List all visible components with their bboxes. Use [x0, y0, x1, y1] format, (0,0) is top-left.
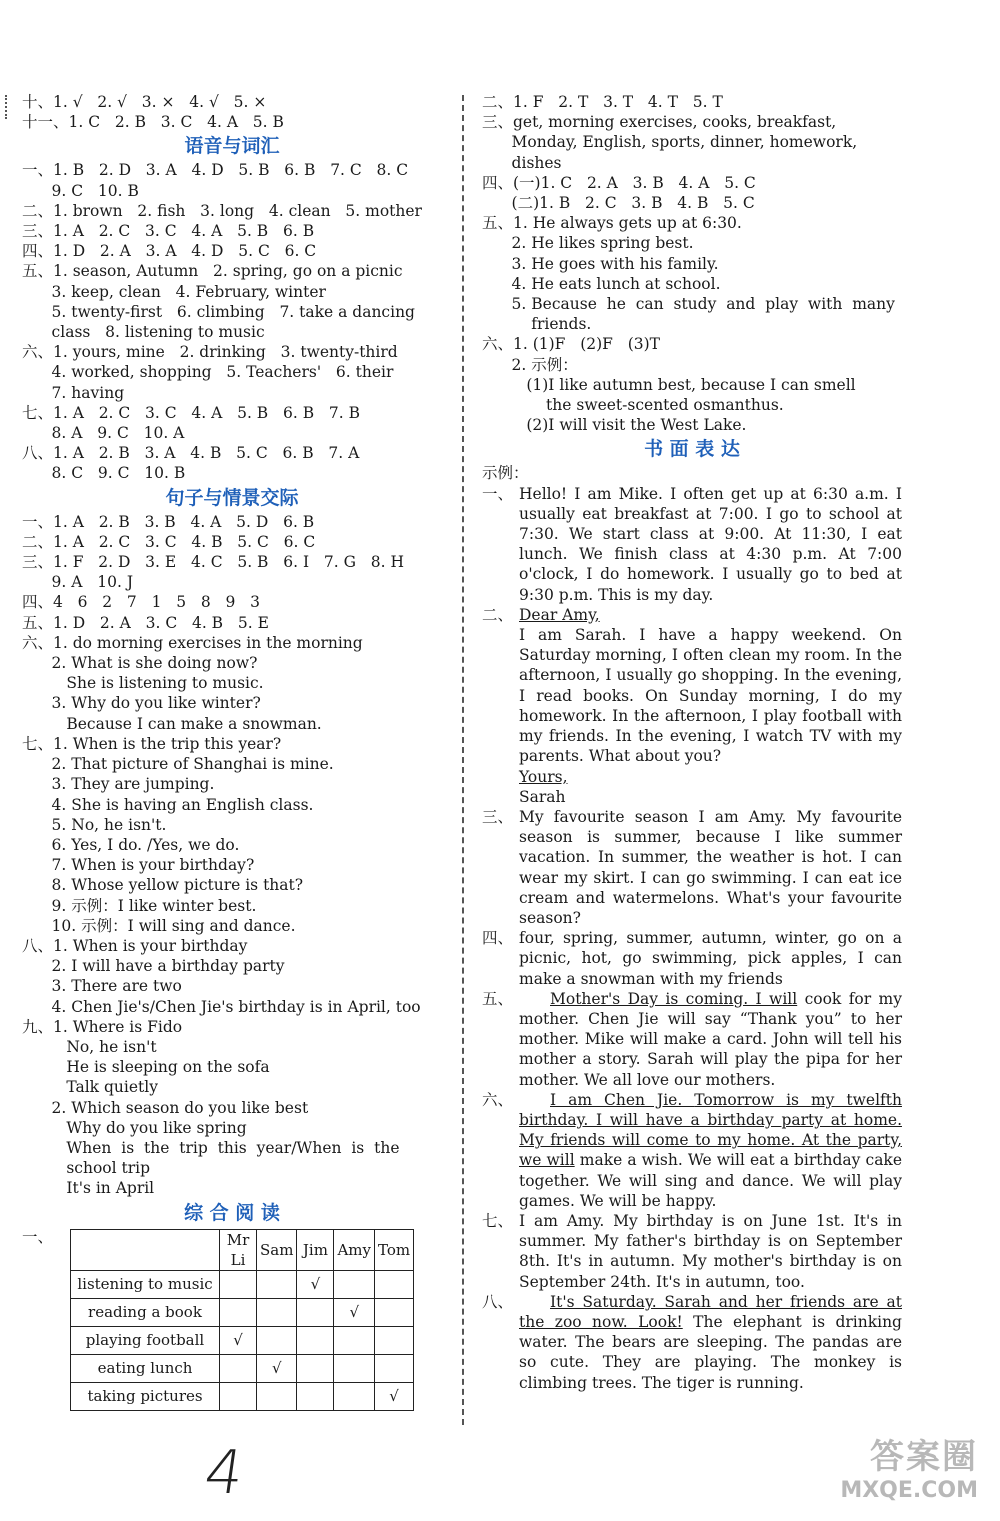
writing-text: cook for my mother. Chen Jie will say “Thank you” to her mother. Mike will make a card. John will tell his mother a story. Sarah will play the pipa for her mother. We all love our mothers. [519, 989, 903, 1089]
answer-line: 七、1. A 2. C 3. C 4. A 5. B 6. B 7. B [22, 403, 360, 422]
table-header-cell: Sam [257, 1229, 297, 1270]
answer-line: the sweet-scented osmanthus. [482, 396, 784, 415]
answer-line: 2. That picture of Shanghai is mine. [22, 755, 334, 774]
table-cell [374, 1354, 413, 1382]
question-number: 四、 [482, 929, 514, 948]
table-cell [257, 1326, 297, 1354]
writing-text: The elephant is drinking water. The bears are sleeping. The pandas are so cute. They are playing. The monkey is climbing trees. The tiger is running. [519, 1312, 902, 1392]
answer-line: 8. A 9. C 10. A [22, 424, 185, 443]
writing-text: four, spring, summer, autumn, winter, go on a picnic, hot, go swimming, pick apples, I can make a snowman with my friends [519, 929, 902, 988]
left-top-answers [22, 92, 442, 132]
essay-title: My favourite season [519, 807, 689, 826]
writing-text: make a wish. We will eat a birthday cake together. We will sing and dance. We will play games. We will be happy. [519, 1151, 902, 1210]
answer-line: friends. [482, 315, 592, 334]
table-cell: √ [374, 1382, 413, 1410]
answer-line: 二、1. brown 2. fish 3. long 4. clean 5. mother [22, 201, 422, 220]
answer-line: 二、1. F 2. T 3. T 4. T 5. T [482, 93, 723, 111]
table-row [71, 1354, 414, 1382]
answer-line: 十一、1. C 2. B 3. C 4. A 5. B [22, 113, 284, 132]
column-divider [462, 95, 464, 1425]
answer-line: 5. No, he isn't. [22, 815, 167, 834]
question-number: 八、 [482, 1292, 514, 1311]
answer-line: He is sleeping on the sofa [22, 1058, 270, 1077]
answer-line: 三、1. F 2. D 3. E 4. C 5. B 6. I 7. G 8. H [22, 553, 404, 572]
answer-line: 四、4 6 2 7 1 5 8 9 3 [22, 593, 261, 612]
table-cell [220, 1298, 257, 1326]
table-cell: √ [334, 1298, 375, 1326]
answer-line: 2. I will have a birthday party [22, 957, 285, 976]
section-heading-reading: 综 合 阅 读 [184, 1201, 280, 1224]
table-cell [374, 1270, 413, 1298]
table-cell [334, 1354, 375, 1382]
answer-line: 7. having [22, 383, 125, 402]
answer-line: 2. He likes spring best. [482, 234, 694, 253]
answer-line: 3. He goes with his family. [482, 254, 719, 273]
question-number: 一、 [482, 484, 514, 503]
answer-line: 三、get, morning exercises, cooks, breakfast, [482, 113, 837, 132]
table-cell [220, 1382, 257, 1410]
answer-line: 八、1. When is your birthday [22, 936, 248, 955]
table-header-cell [71, 1229, 220, 1270]
table-cell [257, 1382, 297, 1410]
answer-line: school trip [22, 1159, 151, 1178]
answer-line: 6. Yes, I do. /Yes, we do. [22, 835, 240, 854]
writing-text: Hello! I am Mike. I often get up at 6:30 a.m. I usually eat breakfast at 7:00. I go to school at 7:30. We start class at 9:00. At 11:30, I eat lunch. We finish class at 4:30 p.m. At 7:00 o'clock, I do homework. I usually go to bed at 9:30 p.m. This is my day. [519, 484, 902, 604]
answer-line: 2. 示例： [482, 355, 578, 374]
watermark-url: MXQE.COM [840, 1478, 978, 1503]
answer-line: 一、1. A 2. B 3. B 4. A 5. D 6. B [22, 512, 315, 531]
answer-line: 二、1. A 2. C 3. C 4. B 5. C 6. C [22, 532, 316, 551]
underlined-text: It's Saturday. Sarah and her friends are at the zoo now. Look! [519, 1292, 902, 1331]
answer-line: 3. Why do you like winter? [22, 694, 261, 713]
writing-answer-1 [482, 484, 902, 605]
table-cell [257, 1298, 297, 1326]
table-header-cell: Mr Li [220, 1229, 257, 1270]
answer-line: 5. twenty-first 6. climbing 7. take a dancing [22, 302, 415, 321]
underlined-text: I am Chen Jie. [550, 1090, 695, 1109]
answer-line: class 8. listening to music [22, 323, 265, 342]
answer-line: 六、1. yours, mine 2. drinking 3. twenty-third [22, 343, 398, 362]
answer-line: 4. He eats lunch at school. [482, 274, 721, 293]
answer-line: 5. Because he can study and play with many [482, 295, 895, 314]
table-cell [374, 1326, 413, 1354]
watermark-text: 答案圈 [870, 1437, 978, 1477]
table-header-cell: Tom [374, 1229, 413, 1270]
table-cell [297, 1354, 334, 1382]
answer-line: 五、1. D 2. A 3. C 4. B 5. E [22, 613, 269, 632]
answer-line: (1)I like autumn best, because I can smell [482, 375, 856, 394]
answer-line: (2)I will visit the West Lake. [482, 416, 747, 435]
table-cell: reading a book [71, 1298, 220, 1326]
answer-line: 九、1. Where is Fido [22, 1017, 183, 1036]
table-row [71, 1298, 414, 1326]
section-heading-phonics: 语音与词汇 [184, 135, 280, 158]
table-cell: √ [220, 1326, 257, 1354]
letter-greeting: Dear Amy, [519, 605, 600, 624]
answer-line: 3. keep, clean 4. February, winter [22, 282, 326, 301]
answer-line: No, he isn't [22, 1037, 157, 1056]
table-row [71, 1382, 414, 1410]
section-heading-writing: 书 面 表 达 [644, 438, 740, 461]
table-cell: listening to music [71, 1270, 220, 1298]
answer-line: Monday, English, sports, dinner, homework, [482, 133, 858, 152]
table-cell: √ [257, 1354, 297, 1382]
writing-answer-3 [482, 807, 902, 928]
watermark-logo [840, 1429, 978, 1503]
table-row [71, 1326, 414, 1354]
underlined-text: Tomorrow is my twelfth birthday. I will have a birthday party at home. My friends will come to my home. At the party, we will [519, 1090, 902, 1170]
answer-line: When is the trip this year/When is the [22, 1138, 400, 1157]
underlined-text: Mother's Day is coming. I will [550, 989, 798, 1008]
answer-line: 三、1. A 2. C 3. C 4. A 5. B 6. B [22, 222, 315, 241]
table-cell [297, 1382, 334, 1410]
answer-line: Why do you like spring [22, 1118, 247, 1137]
table-cell [220, 1270, 257, 1298]
answer-line: 10. 示例：I will sing and dance. [22, 916, 296, 935]
answer-line: 四、(一)1. C 2. A 3. B 4. A 5. C [482, 173, 756, 192]
answer-line: 9. A 10. J [22, 573, 134, 592]
answer-line: (二)1. B 2. C 3. B 4. B 5. C [482, 194, 755, 213]
answer-line: 3. There are two [22, 977, 182, 996]
table-cell [257, 1270, 297, 1298]
answer-line: 4. She is having an English class. [22, 795, 314, 814]
table-header-cell: Amy [334, 1229, 375, 1270]
writing-text: I am Amy. My birthday is on June 1st. It's in summer. My father's birthday is on September 8th. It's in autumn. My mother's birthday is on September 24th. It's in autumn, too. [519, 1211, 902, 1291]
table-cell [297, 1298, 334, 1326]
question-number: 六、 [482, 1090, 514, 1109]
answer-line: 七、1. When is the trip this year? [22, 734, 282, 753]
writing-answer-5 [482, 989, 902, 1090]
answer-line: 8. Whose yellow picture is that? [22, 876, 304, 895]
answer-line: 4. Chen Jie's/Chen Jie's birthday is in April, too [22, 997, 421, 1016]
answer-line: She is listening to music. [22, 674, 264, 693]
table-cell [334, 1382, 375, 1410]
table-cell [334, 1270, 375, 1298]
answer-line: dishes [482, 153, 562, 172]
sentence-answers [22, 512, 442, 1199]
table-cell: √ [297, 1270, 334, 1298]
answer-line: 9. C 10. B [22, 181, 139, 200]
table-cell: playing football [71, 1326, 220, 1354]
question-number: 三、 [482, 807, 514, 826]
answer-line: 十、1. √ 2. √ 3. × 4. √ 5. × [22, 93, 267, 111]
answer-line: 7. When is your birthday? [22, 856, 255, 875]
question-number: 七、 [482, 1211, 514, 1230]
page-number: 4 [200, 1438, 249, 1508]
answer-line: 六、1. do morning exercises in the morning [22, 633, 363, 652]
table-header-row [71, 1229, 414, 1270]
answer-line: 一、1. B 2. D 3. A 4. D 5. B 6. B 7. C 8. C [22, 161, 409, 180]
phonics-answers [22, 160, 442, 483]
table-cell [374, 1298, 413, 1326]
answer-line: It's in April [22, 1179, 155, 1198]
answer-line: 六、1. (1)F (2)F (3)T [482, 335, 660, 354]
section-heading-sentences: 句子与情景交际 [165, 486, 299, 509]
answer-line: 3. They are jumping. [22, 775, 215, 794]
reading-answer [22, 1227, 442, 1411]
table-row [71, 1270, 414, 1298]
reading-table [70, 1229, 414, 1411]
answer-line: 8. C 9. C 10. B [22, 464, 186, 483]
answer-line: 四、1. D 2. A 3. A 4. D 5. C 6. C [22, 242, 317, 261]
right-column [482, 92, 902, 1393]
answer-line: 五、1. season, Autumn 2. spring, go on a picnic [22, 262, 403, 281]
answer-line: 2. Which season do you like best [22, 1098, 309, 1117]
question-number: 一、 [22, 1227, 54, 1246]
answer-line: 五、1. He always gets up at 6:30. [482, 214, 742, 233]
table-cell: eating lunch [71, 1354, 220, 1382]
answer-line: 2. What is she doing now? [22, 654, 258, 673]
page-edge-marks [5, 95, 7, 119]
writing-answer-6 [482, 1090, 902, 1211]
question-number: 二、 [482, 605, 514, 624]
writing-text: I am Sarah. I have a happy weekend. On Saturday morning, I often clean my room. In the afternoon, I usually go shopping. In the evening, I read books. On Sunday morning, I do my homework. In the afternoon, I play football with my friends. In the evening, I watch TV with my parents. What about you? [519, 626, 902, 766]
writing-answer-4 [482, 928, 902, 989]
left-column [22, 92, 442, 1411]
answer-line: 八、1. A 2. B 3. A 4. B 5. C 6. B 7. A [22, 444, 360, 463]
letter-signature: Sarah [519, 787, 566, 806]
writing-text: I am Amy. My favourite season is summer, because I like summer vacation. In summer, the weather is hot. I can wear my skirt. I can go swimming. I can eat ice cream and watermelons. What's your favourite season? [519, 807, 903, 927]
letter-closing: Yours, [519, 767, 568, 786]
answer-line: 9. 示例：I like winter best. [22, 896, 257, 915]
table-header-cell: Jim [297, 1229, 334, 1270]
table-cell [334, 1326, 375, 1354]
answer-line: Because I can make a snowman. [22, 714, 322, 733]
writing-example-label: 示例： [482, 464, 529, 483]
right-top-answers [482, 92, 902, 435]
writing-answer-8 [482, 1292, 902, 1393]
writing-answer-7 [482, 1211, 902, 1292]
table-cell: taking pictures [71, 1382, 220, 1410]
table-cell [220, 1354, 257, 1382]
answer-line: Talk quietly [22, 1078, 158, 1097]
question-number: 五、 [482, 989, 514, 1008]
writing-answer-2 [482, 605, 902, 807]
table-cell [297, 1326, 334, 1354]
answer-line: 4. worked, shopping 5. Teachers' 6. their [22, 363, 394, 382]
